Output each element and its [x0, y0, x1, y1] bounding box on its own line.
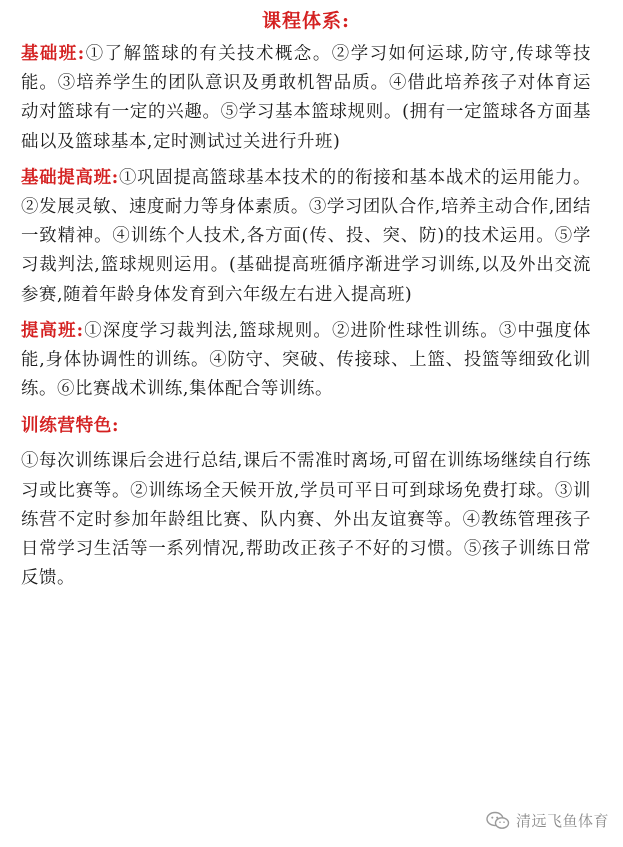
section-intermediate: [21, 164, 591, 310]
document-body: [21, 6, 591, 600]
camp-features-text: ①每次训练课后会进行总结,课后不需准时离场,可留在训练场继续自行练习或比赛等。②训练场全天候开放,学员可平日可到球场免费打球。③训练营不定时参加年龄组比赛、队内赛、外出友谊赛等。④教练管理孩子日常学习生活等一系列情况,帮助改正孩子不好的习惯。⑤孩子训练日常反馈。: [21, 451, 591, 589]
section-intermediate-text: ①巩固提高篮球基本技术的的衔接和基本战术的运用能力。②发展灵敏、速度耐力等身体素质。③学习团队合作,培养主动合作,团结一致精神。④训练个人技术,各方面(传、投、突、防)的技术运用。⑤学习裁判法,篮球规则运用。(基础提高班循序渐进学习训练,以及外出交流参赛,随着年龄身体发育到六年级左右进入提高班): [21, 167, 591, 305]
section-advanced: [21, 317, 591, 405]
section-basic-text: ①了解篮球的有关技术概念。②学习如何运球,防守,传球等技能。③培养学生的团队意识及勇敢机智品质。④借此培养孩子对体育运动对篮球有一定的兴趣。⑤学习基本篮球规则。(拥有一定篮球各方面基础以及篮球基本,定时测试过关进行升班): [21, 44, 591, 152]
watermark-text: 清远飞鱼体育: [515, 812, 609, 830]
page-title: 课程体系:: [261, 10, 350, 32]
wechat-icon: [486, 811, 510, 831]
section-intermediate-label: 基础提高班:: [21, 167, 119, 188]
watermark: [486, 810, 609, 831]
section-basic-label: 基础班:: [21, 44, 85, 64]
camp-features-heading: 训练营特色:: [21, 415, 120, 437]
section-advanced-label: 提高班:: [21, 320, 84, 341]
section-basic: [21, 40, 591, 157]
section-advanced-text: ①深度学习裁判法,篮球规则。②进阶性球性训练。③中强度体能,身体协调性的训练。④防守、突破、传接球、上篮、投篮等细致化训练。⑥比赛战术训练,集体配合等训练。: [21, 320, 591, 400]
